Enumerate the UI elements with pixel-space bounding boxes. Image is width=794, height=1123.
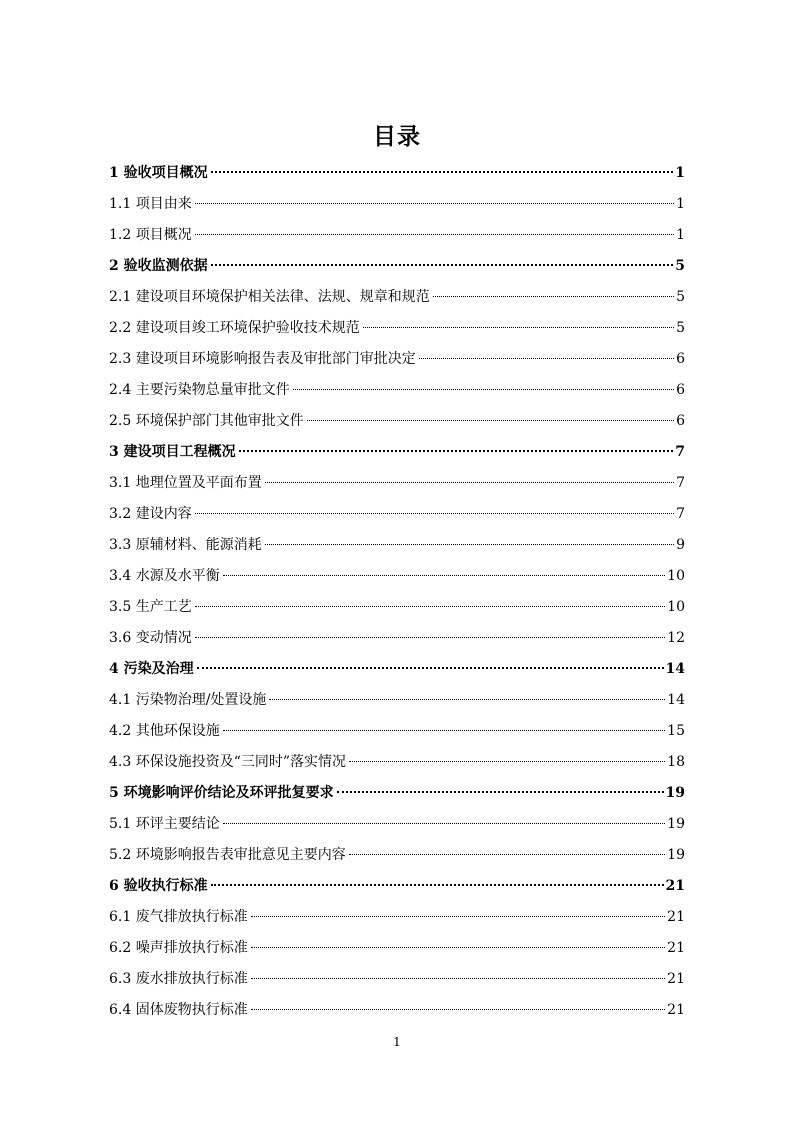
toc-dot-leader: [239, 450, 674, 452]
toc-section-entry[interactable]: [109, 811, 685, 842]
toc-entry-label: 1 验收项目概况: [109, 165, 208, 181]
toc-entry-page: 1: [676, 227, 685, 243]
toc-section-entry[interactable]: [109, 191, 685, 222]
toc-entry-label: 1.1 项目由来: [109, 196, 192, 212]
toc-dot-leader: [197, 667, 664, 669]
toc-entry-label: 2.4 主要污染物总量审批文件: [109, 382, 290, 398]
toc-section-entry[interactable]: [109, 625, 685, 656]
toc-entry-label: 6.3 废水排放执行标准: [109, 971, 248, 987]
toc-entry-page: 6: [676, 351, 685, 367]
toc-entry-label: 2.3 建设项目环境影响报告表及审批部门审批决定: [109, 351, 416, 367]
toc-dot-leader: [195, 234, 674, 235]
toc-dot-leader: [211, 884, 664, 886]
toc-entry-page: 19: [665, 785, 685, 801]
toc-section-entry[interactable]: [109, 408, 685, 439]
toc-entry-label: 2.1 建设项目环境保护相关法律、法规、规章和规范: [109, 289, 430, 305]
toc-entry-page: 1: [675, 165, 685, 181]
toc-dot-leader: [195, 637, 665, 638]
toc-dot-leader: [433, 296, 674, 297]
toc-dot-leader: [251, 947, 665, 948]
toc-entry-label: 2.5 环境保护部门其他审批文件: [109, 413, 304, 429]
toc-section-entry[interactable]: [109, 346, 685, 377]
toc-entry-label: 4 污染及治理: [109, 661, 194, 677]
toc-entry-page: 5: [675, 258, 685, 274]
toc-section-entry[interactable]: [109, 687, 685, 718]
toc-entry-label: 5.1 环评主要结论: [109, 816, 220, 832]
toc-entry-page: 7: [676, 506, 685, 522]
toc-section-entry[interactable]: [109, 718, 685, 749]
toc-dot-leader: [195, 513, 674, 514]
table-of-contents: [109, 160, 685, 1028]
toc-entry-page: 5: [676, 320, 685, 336]
toc-entry-label: 3 建设项目工程概况: [109, 444, 236, 460]
toc-dot-leader: [265, 482, 674, 483]
toc-entry-page: 15: [667, 723, 685, 739]
toc-entry-label: 5.2 环境影响报告表审批意见主要内容: [109, 847, 346, 863]
toc-entry-label: 6.2 噪声排放执行标准: [109, 940, 248, 956]
toc-section-entry[interactable]: [109, 284, 685, 315]
toc-entry-label: 6.1 废气排放执行标准: [109, 909, 248, 925]
toc-dot-leader: [195, 606, 665, 607]
toc-entry-page: 21: [667, 909, 685, 925]
toc-entry-page: 21: [667, 971, 685, 987]
toc-dot-leader: [211, 171, 674, 173]
toc-entry-label: 3.1 地理位置及平面布置: [109, 475, 262, 491]
toc-entry-label: 2 验收监测依据: [109, 258, 208, 274]
page-number: 1: [393, 1035, 401, 1049]
toc-entry-page: 21: [667, 1002, 685, 1018]
toc-section-entry[interactable]: [109, 594, 685, 625]
toc-entry-label: 3.5 生产工艺: [109, 599, 192, 615]
toc-entry-label: 5 环境影响评价结论及环评批复要求: [109, 785, 334, 801]
toc-entry-page: 7: [676, 475, 685, 491]
toc-entry-page: 18: [667, 754, 685, 770]
toc-entry-label: 6 验收执行标准: [109, 878, 208, 894]
toc-entry-label: 3.3 原辅材料、能源消耗: [109, 537, 262, 553]
toc-chapter-entry[interactable]: [109, 439, 685, 470]
toc-entry-page: 6: [676, 382, 685, 398]
toc-dot-leader: [349, 854, 665, 855]
toc-entry-label: 6.4 固体废物执行标准: [109, 1002, 248, 1018]
toc-dot-leader: [195, 203, 674, 204]
toc-dot-leader: [269, 699, 665, 700]
toc-section-entry[interactable]: [109, 966, 685, 997]
toc-chapter-entry[interactable]: [109, 160, 685, 191]
toc-section-entry[interactable]: [109, 904, 685, 935]
toc-section-entry[interactable]: [109, 532, 685, 563]
toc-entry-page: 10: [667, 568, 685, 584]
toc-section-entry[interactable]: [109, 377, 685, 408]
toc-entry-page: 21: [667, 940, 685, 956]
toc-entry-label: 4.1 污染物治理/处置设施: [109, 692, 267, 708]
toc-dot-leader: [349, 761, 665, 762]
toc-entry-label: 2.2 建设项目竣工环境保护验收技术规范: [109, 320, 360, 336]
toc-entry-label: 3.4 水源及水平衡: [109, 568, 220, 584]
toc-section-entry[interactable]: [109, 563, 685, 594]
toc-chapter-entry[interactable]: [109, 873, 685, 904]
toc-dot-leader: [251, 1009, 665, 1010]
toc-dot-leader: [337, 791, 664, 793]
toc-chapter-entry[interactable]: [109, 656, 685, 687]
toc-chapter-entry[interactable]: [109, 780, 685, 811]
toc-entry-label: 4.2 其他环保设施: [109, 723, 220, 739]
toc-section-entry[interactable]: [109, 315, 685, 346]
toc-entry-label: 3.6 变动情况: [109, 630, 192, 646]
toc-section-entry[interactable]: [109, 935, 685, 966]
toc-entry-label: 3.2 建设内容: [109, 506, 192, 522]
toc-section-entry[interactable]: [109, 997, 685, 1028]
toc-dot-leader: [293, 389, 674, 390]
toc-dot-leader: [211, 264, 674, 266]
toc-section-entry[interactable]: [109, 222, 685, 253]
toc-section-entry[interactable]: [109, 501, 685, 532]
toc-dot-leader: [251, 916, 665, 917]
toc-section-entry[interactable]: [109, 749, 685, 780]
toc-entry-page: 19: [667, 816, 685, 832]
toc-entry-page: 9: [676, 537, 685, 553]
toc-entry-label: 4.3 环保设施投资及“三同时”落实情况: [109, 754, 347, 770]
toc-dot-leader: [363, 327, 674, 328]
toc-dot-leader: [223, 575, 665, 576]
toc-dot-leader: [419, 358, 674, 359]
toc-dot-leader: [251, 978, 665, 979]
toc-entry-page: 7: [675, 444, 685, 460]
toc-chapter-entry[interactable]: [109, 253, 685, 284]
toc-entry-page: 10: [667, 599, 685, 615]
toc-entry-page: 14: [667, 692, 685, 708]
toc-entry-page: 12: [667, 630, 685, 646]
toc-dot-leader: [223, 730, 665, 731]
toc-entry-label: 1.2 项目概况: [109, 227, 192, 243]
toc-entry-page: 21: [665, 878, 685, 894]
toc-entry-page: 14: [665, 661, 685, 677]
toc-section-entry[interactable]: [109, 470, 685, 501]
toc-entry-page: 1: [676, 196, 685, 212]
toc-entry-page: 19: [667, 847, 685, 863]
toc-entry-page: 6: [676, 413, 685, 429]
toc-dot-leader: [223, 823, 665, 824]
toc-dot-leader: [307, 420, 674, 421]
toc-title: 目录: [373, 123, 421, 150]
toc-entry-page: 5: [676, 289, 685, 305]
toc-section-entry[interactable]: [109, 842, 685, 873]
toc-dot-leader: [265, 544, 674, 545]
